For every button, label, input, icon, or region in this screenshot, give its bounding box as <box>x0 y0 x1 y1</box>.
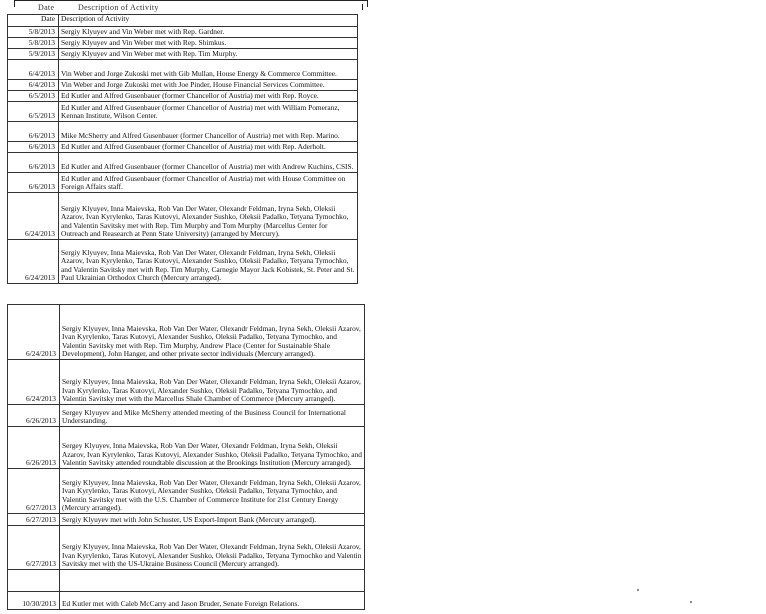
row-description: Sergiy Klyuyev and Vin Weber met with Rep. Shimkus. <box>59 38 358 49</box>
row-description <box>60 570 365 592</box>
row-date: 6/6/2013 <box>8 173 59 193</box>
table-row <box>8 60 358 80</box>
row-date: 10/30/2013 <box>8 592 60 610</box>
table-row <box>8 27 358 38</box>
row-date: 6/27/2013 <box>8 514 60 526</box>
row-description: Ed Kutler and Alfred Gusenbauer (former Chancellor of Austria) met with Rep. Aderholt. <box>59 142 358 153</box>
row-description: Sergiy Klyuyev, Inna Maievska, Rob Van Der Water, Olexandr Feldman, Iryna Sekh, Oleksii Azarov, Ivan Kyrylenko, Taras Kutovyi, Alexander Sushko, Oleksii Padalko, Tetyana Tymochko, and Valentin Savitsky met with Rep. Tim Murphy, Carnegie Mayor Jack Kobistek, St. Peter and St. Paul Ukrainian Orthodox Church (Mercury arranged). <box>59 240 358 284</box>
row-date: 6/24/2013 <box>8 360 60 405</box>
row-date: 6/24/2013 <box>8 240 59 284</box>
row-date: 5/8/2013 <box>8 27 59 38</box>
cut-header-description: Description of Activity <box>78 3 159 12</box>
row-description: Ed Kutler met with Caleb McCarry and Jason Bruder, Senate Foreign Relations. <box>60 592 365 610</box>
table-row <box>8 570 365 592</box>
row-description: Sergiy Klyuyev, Inna Maievska, Rob Van Der Water, Olexandr Feldman, Iryna Sekh, Oleksii Azarov, Ivan Kyrylenko, Taras Kutovyi, Alexander Sushko, Oleksii Padalko, Tetyana Tymochko and Valentin Savitsky met with the US-Ukraine Business Council (Mercury arranged). <box>60 526 365 570</box>
row-description: Ed Kutler and Alfred Gusenbauer (former Chancellor of Austria) met with Andrew Kuchins, CSIS. <box>59 153 358 173</box>
row-description: Ed Kutler and Alfred Gusenbauer (former Chancellor of Austria) met with House Committee on Foreign Affairs staff. <box>59 173 358 193</box>
table-row <box>8 526 365 570</box>
row-date: 6/6/2013 <box>8 122 59 142</box>
table-row <box>8 240 358 284</box>
row-description: Sergiy Klyuyev, Inna Maievska, Rob Van Der Water, Olexandr Feldman, Iryna Sekh, Oleksii Azarov, Ivan Kyrylenko, Taras Kutovyi, Alexander Sushko, Oleksii Padalko, Tetyana Tymochko, and Valentin Savitsky met with the Marcellus Shale Chamber of Commerce (Mercury arranged). <box>60 360 365 405</box>
table-row <box>8 514 365 526</box>
cut-header-border <box>14 0 368 7</box>
row-description: Ed Kutler and Alfred Gusenbauer (former Chancellor of Austria) met with William Pomeranz, Kennan Institute, Wilson Center. <box>59 102 358 122</box>
table-row <box>8 193 358 240</box>
table-row <box>8 592 365 610</box>
row-date: 6/6/2013 <box>8 153 59 173</box>
table-header-row <box>8 15 358 27</box>
table-row <box>8 405 365 427</box>
table-row <box>8 153 358 173</box>
scan-speck <box>637 589 639 591</box>
table-row <box>8 305 365 360</box>
row-date: 6/24/2013 <box>8 305 60 360</box>
row-date: 6/4/2013 <box>8 60 59 80</box>
row-date <box>8 570 60 592</box>
row-description: Sergey Klyuyev and Mike McSherry attended meeting of the Business Council for International Understanding. <box>60 405 365 427</box>
scan-speck <box>690 601 692 603</box>
table-row <box>8 102 358 122</box>
row-date: 6/27/2013 <box>8 526 60 570</box>
activity-table-top <box>7 14 358 284</box>
table-row <box>8 469 365 514</box>
activity-table-bottom <box>7 304 365 610</box>
table-row <box>8 427 365 469</box>
row-date: 6/5/2013 <box>8 91 59 102</box>
header-description: Description of Activity <box>59 15 358 27</box>
row-description: Ed Kutler and Alfred Gusenbauer (former Chancellor of Austria) met with Rep. Royce. <box>59 91 358 102</box>
row-date: 5/9/2013 <box>8 49 59 60</box>
row-description: Sergiy Klyuyev and Vin Weber met with Rep. Tim Murphy. <box>59 49 358 60</box>
row-date: 6/24/2013 <box>8 193 59 240</box>
row-description: Sergiy Klyuyev and Vin Weber met with Rep. Gardner. <box>59 27 358 38</box>
cut-header-date: Date <box>38 3 55 12</box>
row-description: Vin Weber and Jorge Zukoski met with Joe Pinder, House Financial Services Committee. <box>59 80 358 91</box>
row-date: 6/27/2013 <box>8 469 60 514</box>
row-description: Sergey Klyuyev, Inna Maievska, Rob Van Der Water, Olexandr Feldman, Iryna Sekh, Oleksii Azarov, Ivan Kyrylenko, Taras Kutovyi, Alexander Sushko, Oleksii Padalko, Tetyana Tymochko, and Valentin Savitsky attended roundtable discussion at the Brookings Institution (Mercury arranged). <box>60 427 365 469</box>
row-date: 6/26/2013 <box>8 405 60 427</box>
table-row <box>8 122 358 142</box>
header-date: Date <box>8 15 59 27</box>
row-date: 6/26/2013 <box>8 427 60 469</box>
table-row <box>8 80 358 91</box>
table-row <box>8 49 358 60</box>
table-row <box>8 173 358 193</box>
row-description: Mike McSherry and Alfred Gusenbauer (former Chancellor of Austria) met with Rep. Marino. <box>59 122 358 142</box>
row-date: 6/5/2013 <box>8 102 59 122</box>
table-row <box>8 360 365 405</box>
row-description: Sergiy Klyuyev, Inna Maievska, Rob Van Der Water, Olexandr Feldman, Iryna Sekh, Oleksii Azarov, Ivan Kyrylenko, Taras Kutovyi, Alexander Sushko, Oleksii Padalko, Tetyana Tymochko, and Valentin Savitsky met with the U.S. Chamber of Commerce Institute for 21st Century Energy (Mercury arranged). <box>60 469 365 514</box>
row-date: 6/4/2013 <box>8 80 59 91</box>
row-description: Sergiy Klyuyev, Inna Maievska, Rob Van Der Water, Olexandr Feldman, Iryna Sekh, Oleksii Azarov, Ivan Kyrylenko, Taras Kutovyi, Alexander Sushko, Oleksii Padalko, Tetyana Tymochko, and Valentin Savitsky met with Rep. Tim Murphy and Tom Murphy (Marcellus Center for Outreach and Reasearch at Penn State University) (arranged by Mercury). <box>59 193 358 240</box>
row-date: 6/6/2013 <box>8 142 59 153</box>
table-row <box>8 142 358 153</box>
row-description: Sergiy Klyuyev met with John Schuster, US Export-Import Bank (Mercury arranged). <box>60 514 365 526</box>
corner-mark <box>362 4 367 10</box>
row-description: Vin Weber and Jorge Zukoski met with Gib Mullan, House Energy & Commerce Committee. <box>59 60 358 80</box>
table-row <box>8 38 358 49</box>
table-row <box>8 91 358 102</box>
row-description: Sergiy Klyuyev, Inna Maievska, Rob Van Der Water, Olexandr Feldman, Iryna Sekh, Oleksii Azarov, Ivan Kyrylenko, Taras Kutovyi, Alexander Sushko, Oleksii Padalko, Tetyana Tymochko, and Valentin Savitsky met with Rep. Tim Murphy, Andrew Place (Center for Sustainable Shale Development), John Hanger, and other private sector individuals (Mercury arranged). <box>60 305 365 360</box>
row-date: 5/8/2013 <box>8 38 59 49</box>
